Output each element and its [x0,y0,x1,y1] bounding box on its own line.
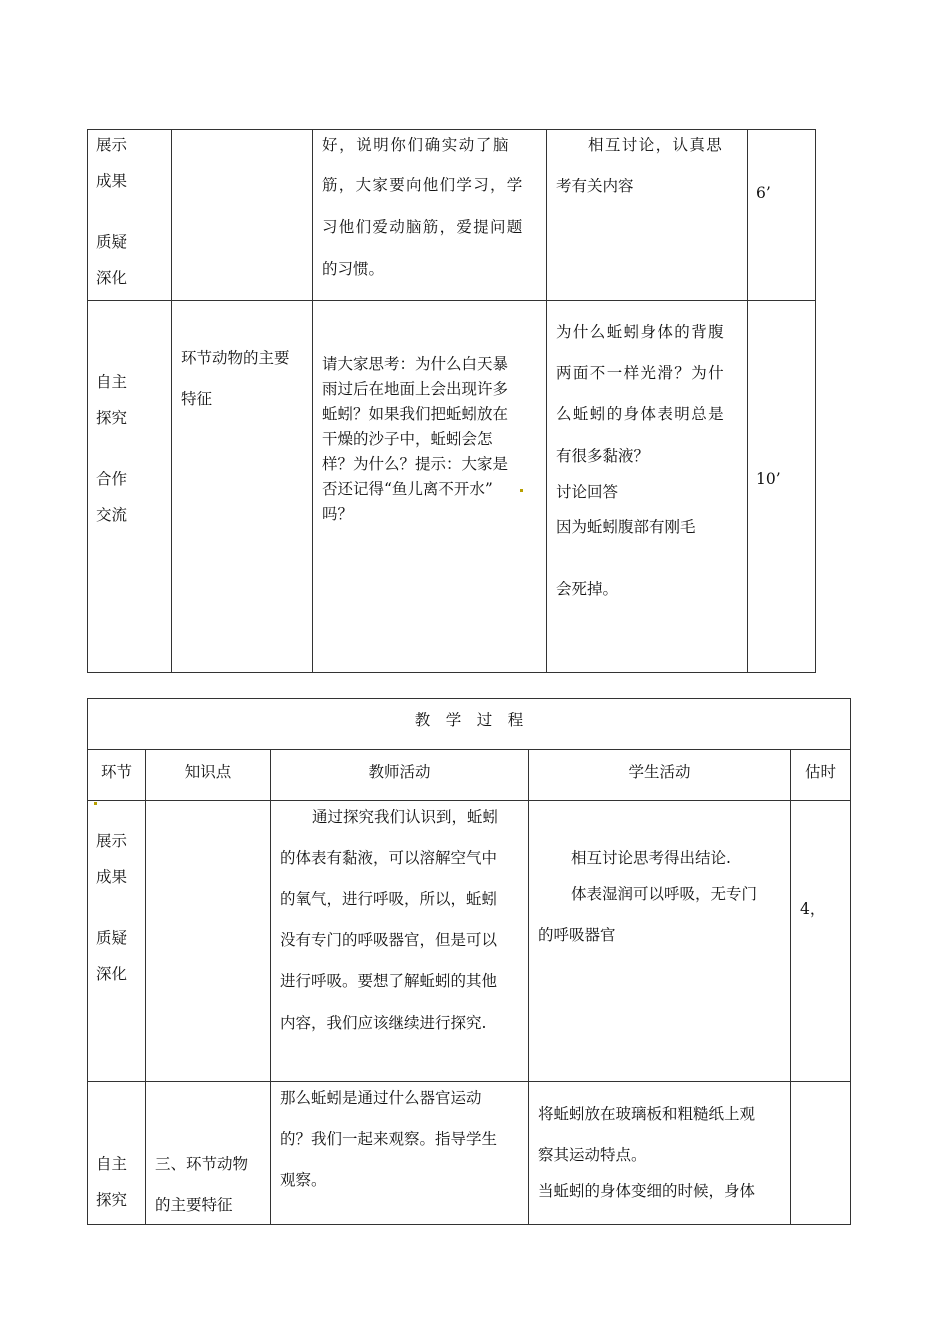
stage-label: 成果 [96,172,128,190]
student-line: 会死掉。 [556,580,619,598]
stage-label: 质疑 [96,929,128,947]
knowledge-line: 特征 [181,390,213,408]
stage-label: 自主 [96,373,128,391]
student-line: 将蚯蚓放在玻璃板和粗糙纸上观 [538,1105,756,1123]
knowledge-line: 的主要特征 [155,1196,233,1214]
student-line: 有很多黏液？ [556,447,650,465]
student-line: 讨论回答 [556,483,619,501]
teacher-line: 否还记得“鱼儿离不开水” [322,480,493,498]
stage-label: 深化 [96,269,128,287]
student-line: 相互讨论，认真思 [588,136,724,154]
student-line: 察其运动特点。 [538,1146,647,1164]
student-line: 体表湿润可以呼吸，无专门 [571,885,758,903]
teacher-line: 习他们爱动脑筋，爱提问题 [322,218,524,236]
stage-label: 质疑 [96,233,128,251]
student-line: 考有关内容 [556,177,634,195]
teacher-line: 没有专门的呼吸器官，但是可以 [280,931,498,949]
teacher-line: 的体表有黏液，可以溶解空气中 [280,849,498,867]
student-line: 两面不一样光滑？为什 [556,364,726,382]
student-line: 么蚯蚓的身体表明总是 [556,405,726,423]
teacher-line: 的？我们一起来观察。指导学生 [280,1130,498,1148]
student-line: 相互讨论思考得出结论. [571,849,731,867]
header-stage: 环节 [100,763,132,781]
teacher-line: 吗？ [322,505,354,523]
cell-time [790,1081,851,1225]
teacher-line: 请大家思考：为什么白天暴 [322,355,509,373]
stage-label: 探究 [96,1191,128,1209]
stage-label: 展示 [96,832,128,850]
header-knowledge: 知识点 [184,763,232,781]
teacher-line: 样？为什么？提示：大家是 [322,455,509,473]
annotation-mark [94,802,97,805]
header-time: 估时 [804,763,836,781]
teacher-line: 那么蚯蚓是通过什么器官运动 [280,1089,482,1107]
student-line: 当蚯蚓的身体变细的时候，身体 [538,1182,756,1200]
table-title: 教 学 过 程 [414,711,524,729]
teacher-line: 雨过后在地面上会出现许多 [322,380,509,398]
teacher-line: 蚯蚓？如果我们把蚯蚓放在 [322,405,509,423]
teacher-line: 的习惯。 [322,260,385,278]
header-teacher: 教师活动 [368,763,431,781]
cell-knowledge [171,129,313,301]
teacher-line: 内容，我们应该继续进行探究. [280,1014,487,1032]
student-line: 因为蚯蚓腹部有刚毛 [556,518,696,536]
teacher-line: 的氧气，进行呼吸，所以，蚯蚓 [280,890,498,908]
stage-label: 展示 [96,136,128,154]
stage-label: 成果 [96,868,128,886]
teacher-line: 观察。 [280,1171,327,1189]
header-student: 学生活动 [628,763,691,781]
cell-knowledge [145,800,271,1082]
teacher-line: 干燥的沙子中，蚯蚓会怎 [322,430,493,448]
time-estimate: 10’ [756,470,781,488]
teacher-line: 好，说明你们确实动了脑 [322,136,511,154]
time-estimate: 6’ [756,184,771,202]
knowledge-line: 三、环节动物 [155,1155,249,1173]
stage-label: 深化 [96,965,128,983]
teacher-line: 筋，大家要向他们学习，学 [322,176,524,194]
stage-label: 合作 [96,470,128,488]
cell-time [790,800,851,1082]
cell-time [747,129,816,301]
teacher-line: 通过探究我们认识到，蚯蚓 [312,808,499,826]
student-line: 的呼吸器官 [538,926,616,944]
time-estimate: 4， [800,900,826,918]
student-line: 为什么蚯蚓身体的背腹 [556,323,726,341]
stage-label: 交流 [96,506,128,524]
annotation-mark [520,489,523,492]
teacher-line: 进行呼吸。要想了解蚯蚓的其他 [280,972,498,990]
knowledge-line: 环节动物的主要 [181,349,290,367]
stage-label: 探究 [96,409,128,427]
stage-label: 自主 [96,1155,128,1173]
